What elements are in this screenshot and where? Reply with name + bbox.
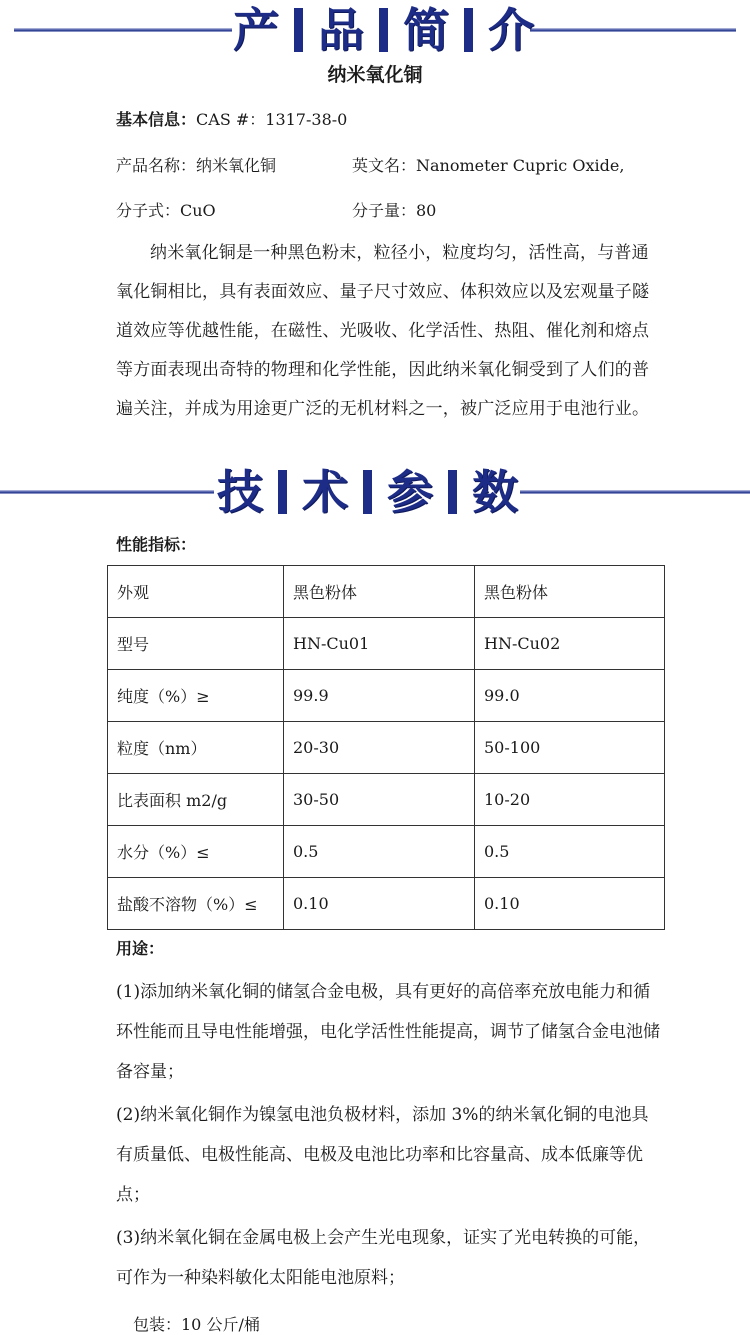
table-cell: 99.9 (284, 670, 475, 722)
table-row (108, 670, 665, 722)
table-cell: 30-50 (284, 774, 475, 826)
banner-char: 参 (387, 465, 433, 519)
banner-line-right (530, 28, 736, 32)
table-row (108, 722, 665, 774)
table-cell: 0.10 (475, 878, 665, 930)
table-row (108, 878, 665, 930)
product-name: 产品名称：纳米氧化铜 (116, 156, 277, 175)
banner-char: 简 (403, 3, 449, 57)
table-cell: 10-20 (475, 774, 665, 826)
section-banner-tech-params (0, 462, 750, 524)
table-cell: 水分（%）≤ (108, 826, 284, 878)
banner-divider (379, 8, 388, 52)
table-row (108, 774, 665, 826)
banner-divider (294, 8, 303, 52)
table-cell: 外观 (108, 566, 284, 618)
product-description (116, 234, 662, 429)
description-text: 纳米氧化铜是一种黑色粉末，粒径小，粒度均匀，活性高，与普通氧化铜相比，具有表面效应、量子尺寸效应、体积效应以及宏观量子隧道效应等优越性能，在磁性、光吸收、化学活性、热阻、催化剂和熔点等方面表现出奇特的物理和化学性能，因此纳米氧化铜受到了人们的普遍关注，并成为用途更广泛的无机材料之一，被广泛应用于电池行业。 (116, 243, 650, 419)
table-cell: 粒度（nm） (108, 722, 284, 774)
banner-char: 产 (233, 3, 279, 57)
table-cell: 黑色粉体 (284, 566, 475, 618)
banner-divider (464, 8, 473, 52)
basic-info-row (116, 107, 347, 130)
table-cell: 0.10 (284, 878, 475, 930)
use-item: (2)纳米氧化铜作为镍氢电池负极材料，添加 3%的纳米氧化铜的电池具有质量低、电极性能高、电极及电池比功率和比容量高、成本低廉等优点； (116, 1105, 649, 1205)
cas-number: CAS #：1317-38-0 (196, 110, 348, 129)
banner-line-right (520, 490, 750, 494)
banner-line-left (0, 490, 214, 494)
banner-char: 数 (472, 465, 518, 519)
spec-label: 性能指标： (116, 535, 197, 554)
banner-char: 技 (217, 465, 263, 519)
table-row (108, 566, 665, 618)
packaging-info: 包装：10 公斤/桶 (133, 1315, 260, 1334)
banner-divider (278, 470, 287, 514)
basic-info-label: 基本信息： (116, 110, 197, 129)
molecular-weight: 分子量：80 (352, 201, 437, 220)
spec-table (107, 565, 665, 930)
molecular-formula: 分子式：CuO (116, 201, 216, 220)
table-cell: 50-100 (475, 722, 665, 774)
table-cell: 纯度（%）≥ (108, 670, 284, 722)
table-cell: 20-30 (284, 722, 475, 774)
table-row (108, 618, 665, 670)
table-cell: 99.0 (475, 670, 665, 722)
table-cell: 黑色粉体 (475, 566, 665, 618)
table-cell: 盐酸不溶物（%）≤ (108, 878, 284, 930)
banner-char: 介 (488, 3, 534, 57)
banner-divider (448, 470, 457, 514)
table-cell: 比表面积 m2/g (108, 774, 284, 826)
table-cell: HN-Cu01 (284, 618, 475, 670)
use-item: (3)纳米氧化铜在金属电极上会产生光电现象，证实了光电转换的可能，可作为一种染料敏化太阳能电池原料； (116, 1228, 651, 1288)
use-item: (1)添加纳米氧化铜的储氢合金电极，具有更好的高倍率充放电能力和循环性能而且导电性能增强，电化学活性性能提高，调节了储氢合金电池储备容量； (116, 982, 660, 1082)
english-name: 英文名：Nanometer Cupric Oxide, (352, 156, 625, 175)
table-cell: 型号 (108, 618, 284, 670)
banner-divider (363, 470, 372, 514)
page-title: 纳米氧化铜 (327, 64, 423, 86)
banner-line-left (14, 28, 232, 32)
uses-label: 用途： (116, 939, 165, 958)
table-cell: 0.5 (475, 826, 665, 878)
section-banner-product-intro (0, 0, 750, 62)
banner-char: 品 (318, 3, 364, 57)
table-row (108, 826, 665, 878)
table-cell: HN-Cu02 (475, 618, 665, 670)
banner-char: 术 (302, 465, 348, 519)
table-cell: 0.5 (284, 826, 475, 878)
